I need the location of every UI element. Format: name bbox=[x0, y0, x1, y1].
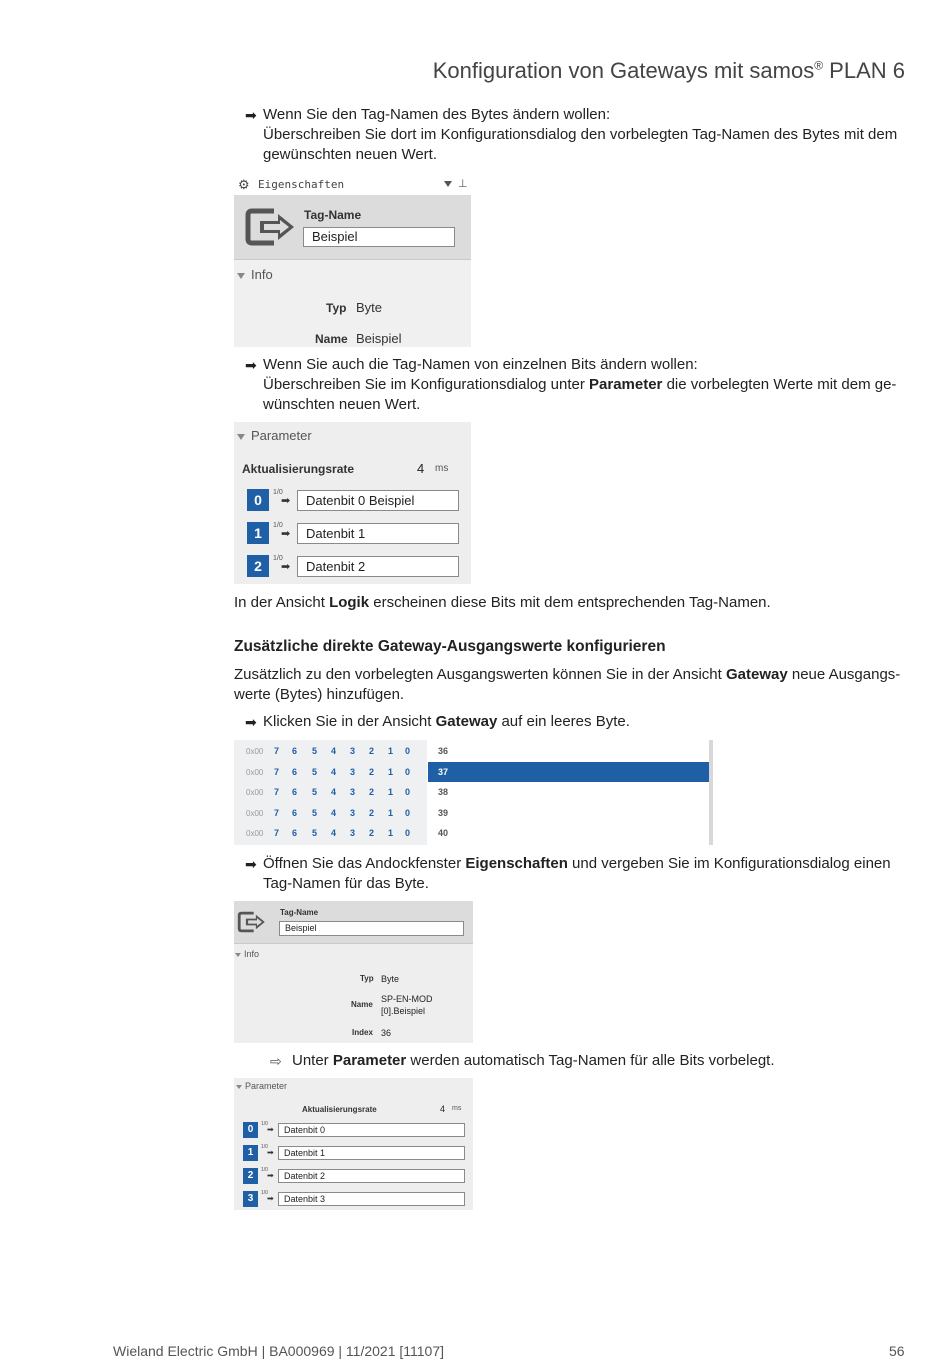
bit-label[interactable]: 7 bbox=[274, 766, 280, 777]
bit-index-badge: 0 bbox=[243, 1122, 258, 1138]
collapse-icon bbox=[235, 953, 241, 957]
collapse-icon bbox=[237, 434, 245, 440]
arrow-right-icon: ➡ bbox=[281, 495, 291, 507]
address-prefix: 0x00 bbox=[246, 788, 264, 797]
panel-titlebar bbox=[234, 175, 471, 195]
info-section-header[interactable]: Info bbox=[237, 267, 273, 282]
update-rate-unit: ms bbox=[452, 1105, 462, 1112]
properties-panel-small bbox=[234, 901, 473, 1043]
output-icon bbox=[244, 205, 298, 249]
bit-index-badge: 2 bbox=[243, 1168, 258, 1184]
bit-row bbox=[234, 762, 427, 782]
bit-row: 2 1/0 ➡ Datenbit 2 bbox=[234, 554, 471, 578]
arrow-right-icon: ➡ bbox=[267, 1148, 274, 1157]
arrow-right-icon: ➡ bbox=[281, 561, 291, 573]
bit-label[interactable]: 0 bbox=[405, 807, 411, 818]
bit-label[interactable]: 0 bbox=[405, 787, 411, 797]
parameter-section-header[interactable]: Parameter bbox=[236, 1081, 287, 1091]
update-rate-value[interactable]: 4 bbox=[440, 1104, 446, 1114]
name-value: SP-EN-MOD bbox=[381, 994, 433, 1004]
bit-label[interactable]: 5 bbox=[312, 766, 318, 777]
bit-label[interactable]: 2 bbox=[369, 828, 375, 838]
byte-row[interactable]: 40 bbox=[438, 828, 449, 838]
byte-row[interactable]: 39 bbox=[438, 807, 449, 818]
bit-label[interactable]: 5 bbox=[312, 787, 318, 797]
bit-label[interactable]: 6 bbox=[292, 828, 298, 838]
arrow-right-icon: ➡ bbox=[267, 1125, 274, 1134]
bit-label[interactable]: 1 bbox=[388, 766, 394, 777]
gateway-view bbox=[234, 740, 714, 845]
bit-row: 0 1/0 ➡ Datenbit 0 bbox=[234, 1122, 473, 1140]
bit-label[interactable]: 6 bbox=[292, 787, 298, 797]
arrow-right-icon: ➡ bbox=[245, 856, 257, 872]
info-section-header[interactable]: Info bbox=[235, 949, 259, 959]
bit-label[interactable]: 3 bbox=[350, 787, 356, 797]
update-rate-unit: ms bbox=[435, 463, 449, 474]
gear-icon: ⚙ bbox=[238, 177, 250, 192]
collapse-icon bbox=[237, 273, 245, 279]
typ-value: Byte bbox=[356, 300, 383, 315]
bit-name-input[interactable]: Datenbit 1 bbox=[278, 1146, 465, 1160]
dropdown-icon[interactable] bbox=[444, 181, 452, 187]
step-change-bit-tags: ➡ Wenn Sie auch die Tag-Namen von einzelnen Bits ändern wollen: Überschreiben Sie im Konfigurationsdialog unter Parameter die vorbelegten Werte mit dem ge- wünschten neuen Wert. bbox=[245, 356, 897, 413]
panel-header-area bbox=[234, 195, 471, 259]
index-label: Index bbox=[352, 1028, 373, 1037]
step-click-empty-byte: ➡ Klicken Sie in der Ansicht Gateway auf ein leeres Byte. bbox=[245, 713, 630, 730]
bit-label[interactable]: 7 bbox=[274, 828, 280, 838]
bit-label[interactable]: 2 bbox=[369, 787, 375, 797]
address-prefix: 0x00 bbox=[246, 808, 264, 818]
scrollbar[interactable] bbox=[709, 740, 713, 845]
bit-row bbox=[234, 803, 427, 823]
arrow-right-icon: ➡ bbox=[245, 107, 257, 123]
output-icon bbox=[237, 909, 267, 935]
tag-name-label: Tag-Name bbox=[280, 908, 319, 917]
byte-row-selected[interactable]: 37 bbox=[428, 762, 709, 782]
arrow-right-icon: ➡ bbox=[245, 357, 257, 373]
arrow-right-icon: ➡ bbox=[281, 528, 291, 540]
typ-label: Typ bbox=[360, 974, 374, 983]
step-change-byte-tag: ➡ Wenn Sie den Tag-Namen des Bytes ändern wollen: Überschreiben Sie dort im Konfigurationsdialog den vorbelegten Tag-Namen des Bytes mit dem gewünschten neuen Wert. bbox=[245, 106, 898, 163]
bit-name-input[interactable]: Datenbit 2 bbox=[278, 1169, 465, 1183]
arrow-right-icon: ➡ bbox=[267, 1171, 274, 1180]
bit-index-badge: 2 bbox=[247, 555, 269, 577]
typ-value: Byte bbox=[381, 974, 400, 984]
bit-row: 1 1/0 ➡ Datenbit 1 bbox=[234, 521, 471, 545]
bit-label[interactable]: 4 bbox=[331, 746, 337, 756]
bit-label[interactable]: 5 bbox=[312, 807, 318, 818]
tag-name-input[interactable]: Beispiel bbox=[303, 227, 455, 247]
bit-label[interactable]: 2 bbox=[369, 746, 375, 756]
name-label: Name bbox=[315, 332, 348, 346]
step-open-properties: ➡ Öffnen Sie das Andockfenster Eigenschaften und vergeben Sie im Konfigurationsdialog einen Tag-Namen für das Byte. bbox=[245, 855, 891, 892]
bit-label[interactable]: 2 bbox=[369, 807, 375, 818]
section-intro: Zusätzlich zu den vorbelegten Ausgangswerten können Sie in der Ansicht Gateway neue Ausgangs- werte (Bytes) hinzufügen. bbox=[234, 666, 901, 703]
typ-label: Typ bbox=[326, 301, 347, 315]
bit-label[interactable]: 5 bbox=[312, 828, 318, 838]
bit-label[interactable]: 7 bbox=[274, 787, 280, 797]
bit-label[interactable]: 4 bbox=[331, 766, 337, 777]
bit-name-input[interactable]: Datenbit 2 bbox=[297, 556, 459, 577]
page-header: Konfiguration von Gateways mit samos® PLAN 6 bbox=[432, 58, 905, 83]
tag-name-input[interactable]: Beispiel bbox=[279, 921, 464, 936]
bit-label[interactable]: 4 bbox=[331, 787, 337, 797]
parameter-panel bbox=[234, 422, 471, 584]
bit-label[interactable]: 3 bbox=[350, 807, 356, 818]
address-prefix: 0x00 bbox=[246, 829, 264, 838]
result-note: ⇨ Unter Parameter werden automatisch Tag-Namen für alle Bits vorbelegt. bbox=[270, 1052, 775, 1069]
bit-label[interactable]: 6 bbox=[292, 746, 298, 756]
footer-text: Wieland Electric GmbH | BA000969 | 11/2021 [11107] bbox=[113, 1343, 445, 1359]
bit-label[interactable]: 3 bbox=[350, 746, 356, 756]
bit-label[interactable]: 4 bbox=[331, 828, 337, 838]
logik-note: In der Ansicht Logik erscheinen diese Bits mit dem entsprechenden Tag-Namen. bbox=[234, 594, 771, 611]
bit-label[interactable]: 7 bbox=[274, 807, 280, 818]
parameter-panel-small bbox=[234, 1078, 473, 1210]
bit-name-input[interactable]: Datenbit 0 Beispiel bbox=[297, 490, 459, 511]
bit-row: 1 1/0 ➡ Datenbit 1 bbox=[234, 1145, 473, 1163]
bit-index-badge: 1 bbox=[247, 522, 269, 544]
bit-row bbox=[234, 823, 427, 843]
bit-label[interactable]: 5 bbox=[312, 746, 318, 756]
bit-name-input[interactable]: Datenbit 1 bbox=[297, 523, 459, 544]
properties-panel bbox=[234, 175, 471, 347]
bit-label[interactable]: 0 bbox=[405, 828, 411, 838]
tag-name-label: Tag-Name bbox=[304, 208, 362, 222]
update-rate-value[interactable]: 4 bbox=[417, 461, 425, 476]
pin-icon[interactable]: ⊥ bbox=[458, 178, 468, 190]
bit-label[interactable]: 1 bbox=[388, 787, 394, 797]
index-value: 36 bbox=[381, 1028, 392, 1038]
byte-row[interactable]: 36 bbox=[438, 746, 449, 756]
address-prefix: 0x00 bbox=[246, 767, 264, 777]
panel-header-area bbox=[234, 901, 473, 943]
bit-row bbox=[234, 782, 427, 802]
result-arrow-icon: ⇨ bbox=[270, 1053, 282, 1069]
bit-label[interactable]: 0 bbox=[405, 766, 411, 777]
bit-label[interactable]: 0 bbox=[405, 746, 411, 756]
name-value: Beispiel bbox=[356, 331, 402, 346]
page-number: 56 bbox=[889, 1343, 905, 1359]
parameter-section-header[interactable]: Parameter bbox=[237, 428, 312, 443]
bit-index-badge: 1 bbox=[243, 1145, 258, 1161]
bit-label[interactable]: 3 bbox=[350, 766, 356, 777]
bit-label[interactable]: 4 bbox=[331, 807, 337, 818]
bit-label[interactable]: 1 bbox=[388, 746, 394, 756]
bit-label[interactable]: 1 bbox=[388, 828, 394, 838]
panel-title: Eigenschaften bbox=[258, 178, 345, 191]
section-heading: Zusätzliche direkte Gateway-Ausgangswerte konfigurieren bbox=[234, 638, 666, 655]
bit-label[interactable]: 7 bbox=[274, 746, 280, 756]
bit-label[interactable]: 2 bbox=[369, 766, 375, 777]
name-label: Name bbox=[351, 1000, 373, 1009]
bit-label[interactable]: 6 bbox=[292, 766, 298, 777]
arrow-right-icon: ➡ bbox=[245, 714, 257, 730]
bit-label[interactable]: 6 bbox=[292, 807, 298, 818]
address-prefix: 0x00 bbox=[246, 747, 264, 756]
name-value: [0].Beispiel bbox=[381, 1006, 426, 1016]
bit-label[interactable]: 3 bbox=[350, 828, 356, 838]
bit-name-input[interactable]: Datenbit 3 bbox=[278, 1192, 465, 1206]
collapse-icon bbox=[236, 1085, 242, 1089]
bit-name-input[interactable]: Datenbit 0 bbox=[278, 1123, 465, 1137]
bit-row: 3 1/0 ➡ Datenbit 3 bbox=[234, 1191, 473, 1209]
arrow-right-icon: ➡ bbox=[267, 1194, 274, 1203]
bit-index-badge: 3 bbox=[243, 1191, 258, 1207]
bit-row bbox=[234, 741, 427, 761]
update-rate-label: Aktualisierungsrate bbox=[302, 1105, 377, 1114]
bit-row: 2 1/0 ➡ Datenbit 2 bbox=[234, 1168, 473, 1186]
bit-index-badge: 0 bbox=[247, 489, 269, 511]
bit-row: 0 1/0 ➡ Datenbit 0 Beispiel bbox=[234, 488, 471, 512]
update-rate-label: Aktualisierungsrate bbox=[242, 462, 355, 476]
bit-label[interactable]: 1 bbox=[388, 807, 394, 818]
byte-row[interactable]: 38 bbox=[438, 787, 449, 797]
